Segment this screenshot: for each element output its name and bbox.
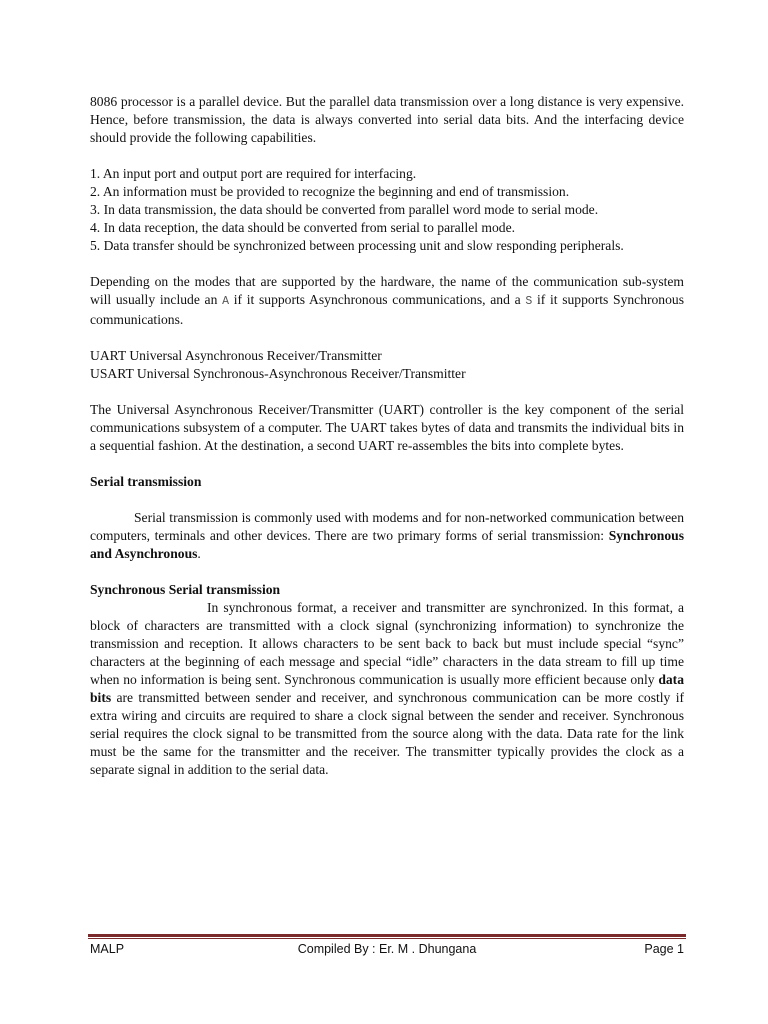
sync-text-1: In synchronous format, a receiver and transmitter are synchronized. In this format, a block of characters are transmitted with a clock signal (synchronizing information) to synchronize the transmission and reception. It allows characters to be sent back to back but must include special “sync” characters at the beginning of each message and special “idle” characters in the data stream to fill up time when no information is being sent. Synchronous communication is usually more efficient because only (90, 600, 684, 687)
capabilities-list (90, 165, 684, 255)
serial-heading: Serial transmission (90, 474, 202, 489)
footer-course: MALP (90, 942, 125, 956)
sync-paragraph (90, 599, 684, 779)
serial-text: Serial transmission is commonly used with modems and for non-networked communication between computers, terminals and other devices. There are two primary forms of serial transmission: (90, 510, 684, 543)
modes-paragraph (90, 273, 684, 329)
list-item: 1. An input port and output port are required for interfacing. (90, 166, 417, 181)
footer-rule-thin (88, 938, 686, 939)
document-body (90, 93, 684, 779)
letter-a: A (222, 295, 230, 308)
sync-text-2: are transmitted between sender and receiver, and synchronous communication can be more costly if extra wiring and circuits are required to share a clock signal between the sender and receiver. Synchronous serial requires the clock signal to be transmitted from the source along with the data. Data rate for the link must be the same for the transmitter and the receiver. The transmitter typically provides the clock as a separate signal in addition to the serial data. (90, 690, 684, 777)
intro-paragraph: 8086 processor is a parallel device. But the parallel data transmission over a long distance is very expensive. Hence, before transmission, the data is always converted into serial data bits. And the interfacing device should provide the following capabilities. (90, 94, 684, 145)
modes-text-1: Depending on the modes that are supported by the hardware, the name of the communication sub-system will usually include an (90, 274, 684, 307)
serial-bold: Synchronous and Asynchronous (90, 528, 684, 561)
serial-paragraph (90, 509, 684, 563)
footer-author: Compiled By : Er. M . Dhungana (297, 942, 477, 956)
modes-text-3: if it supports Synchronous communications. (90, 292, 684, 327)
page-footer (88, 942, 686, 960)
uart-paragraph: The Universal Asynchronous Receiver/Transmitter (UART) controller is the key component of the serial communications subsystem of a computer. The UART takes bytes of data and transmits the individual bits in a sequential fashion. At the destination, a second UART re-assembles the bits into complete bytes. (90, 402, 684, 453)
list-item: 5. Data transfer should be synchronized between processing unit and slow responding peripherals. (90, 238, 624, 253)
list-item: 3. In data transmission, the data should be converted from parallel word mode to serial mode. (90, 202, 599, 217)
sync-heading: Synchronous Serial transmission (90, 582, 281, 597)
serial-end: . (197, 546, 201, 561)
acronym-usart: USART Universal Synchronous-Asynchronous Receiver/Transmitter (90, 366, 466, 381)
footer-page-number: Page 1 (644, 942, 684, 956)
sync-bold: data bits (90, 672, 684, 705)
letter-s: S (525, 295, 533, 308)
modes-text-2: if it supports Asynchronous communications, and a (229, 292, 526, 307)
acronym-uart: UART Universal Asynchronous Receiver/Transmitter (90, 348, 382, 363)
list-item: 2. An information must be provided to recognize the beginning and end of transmission. (90, 184, 570, 199)
list-item: 4. In data reception, the data should be converted from serial to parallel mode. (90, 220, 516, 235)
footer-rule (88, 934, 686, 937)
